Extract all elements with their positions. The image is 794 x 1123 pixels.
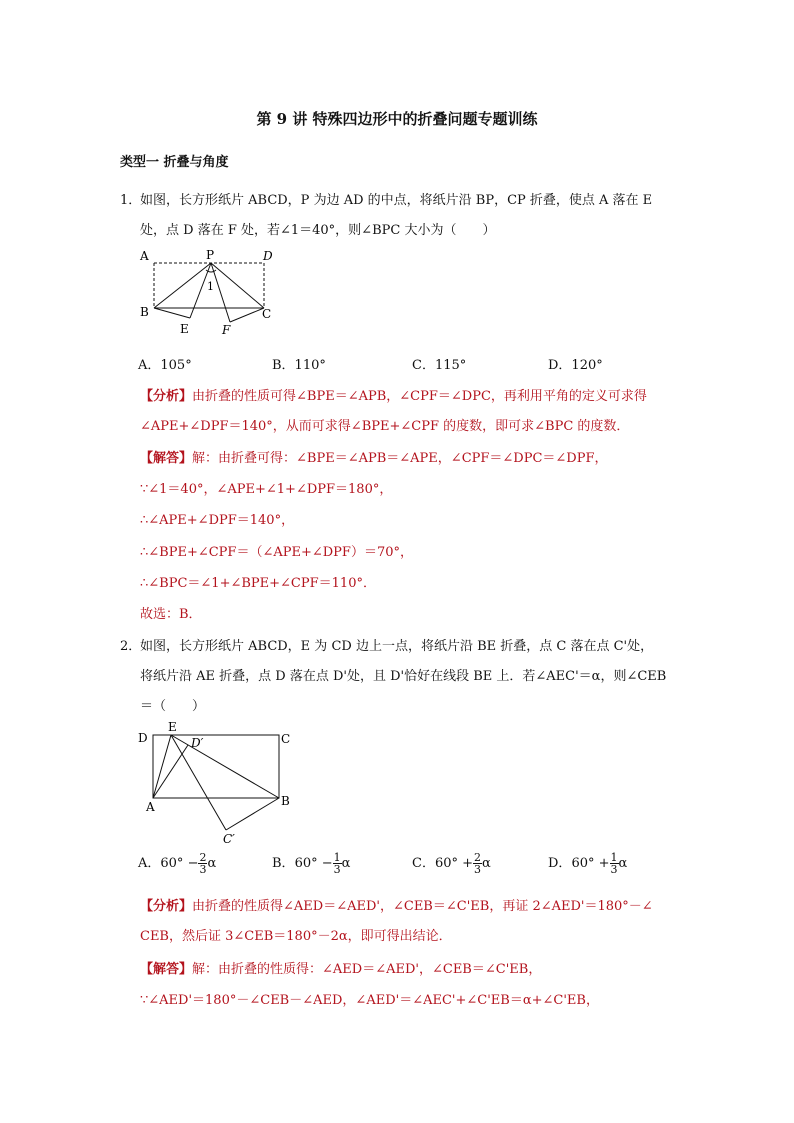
- q1-solution-line1: 【解答】解：由折叠可得：∠BPE＝∠APB＝∠APE，∠CPF＝∠DPC＝∠DPF，: [140, 451, 608, 466]
- q1-analysis-line2: ∠APE+∠DPF＝140°，从而可求得∠BPE+∠CPF 的度数，即可求∠BPC 的度数．: [140, 419, 630, 434]
- fig1-label-a: A: [140, 249, 149, 263]
- question-1-text-line1: 如图，长方形纸片 ABCD，P 为边 AD 的中点，将纸片沿 BP，CP 折叠，使点 A 落在 E: [140, 193, 653, 208]
- fig2-label-cprime: C′: [223, 832, 235, 846]
- q1-option-a: A．105°: [138, 358, 192, 373]
- q2-option-b: B．60° − $\frac{1}{3}$ α: [272, 851, 351, 876]
- fig1-label-d: D: [263, 249, 273, 263]
- page-title: 第 9 讲 特殊四边形中的折叠问题专题训练: [256, 110, 538, 128]
- q2-analysis-line1: 【分析】由折叠的性质得∠AED＝∠AED'，∠CEB＝∠C'EB，再证 2∠AED'＝180°－∠: [140, 899, 653, 914]
- section-heading: 类型一 折叠与角度: [120, 155, 229, 170]
- question-1-text-line2: 处，点 D 落在 F 处，若∠1＝40°，则∠BPC 大小为（ ）: [140, 223, 496, 238]
- fig2-label-d: D: [138, 731, 148, 745]
- fig2-label-a: A: [146, 800, 155, 814]
- q2-solution-line1: 【解答】解：由折叠的性质得：∠AED＝∠AED'，∠CEB＝∠C'EB，: [140, 962, 542, 977]
- fig2-label-e: E: [168, 720, 177, 734]
- fig1-label-e: E: [180, 322, 189, 336]
- fig1-label-f: F: [222, 323, 231, 337]
- question-2-number: 2．: [120, 639, 142, 654]
- fig2-label-dprime: D′: [191, 736, 204, 750]
- q2-solution-line2: ∵∠AED'＝180°－∠CEB－∠AED，∠AED'＝∠AEC'+∠C'EB＝α+∠C'EB，: [140, 993, 599, 1008]
- q1-solution-line2: ∵∠1＝40°，∠APE+∠1+∠DPF＝180°，: [140, 482, 393, 497]
- q1-choice: 故选：B．: [140, 607, 202, 622]
- fig1-label-p: P: [206, 248, 215, 262]
- fig1-label-b: B: [140, 305, 149, 319]
- q2-option-c: C．60° + $\frac{2}{3}$ α: [412, 851, 491, 876]
- fig1-label-one: 1: [207, 280, 214, 293]
- q1-option-b: B．110°: [272, 358, 326, 373]
- q2-analysis-line2: CEB，然后证 3∠CEB＝180°－2α，即可得出结论．: [140, 929, 452, 944]
- question-2-text-line1: 如图，长方形纸片 ABCD，E 为 CD 边上一点，将纸片沿 BE 折叠，点 C 落在点 C'处，: [140, 639, 654, 654]
- question-2-text-line3: ＝（ ）: [140, 699, 206, 714]
- fig2-label-c: C: [281, 732, 291, 746]
- q2-option-a: A．60° − $\frac{2}{3}$ α: [138, 851, 217, 876]
- question-1-number: 1．: [120, 193, 142, 208]
- fig2-label-b: B: [281, 794, 290, 808]
- q1-solution-line4: ∴∠BPE+∠CPF＝（∠APE+∠DPF）＝70°，: [140, 545, 413, 560]
- question-2-figure: [134, 716, 304, 846]
- q1-analysis-line1: 【分析】由折叠的性质可得∠BPE＝∠APB，∠CPF＝∠DPC，再利用平角的定义可求得: [140, 389, 647, 404]
- fig1-label-c: C: [262, 307, 272, 321]
- q1-solution-line5: ∴∠BPC＝∠1+∠BPE+∠CPF＝110°．: [140, 576, 376, 591]
- question-1-figure: [134, 246, 284, 338]
- q1-option-c: C．115°: [412, 358, 467, 373]
- q1-option-d: D．120°: [548, 358, 603, 373]
- q1-solution-line3: ∴∠APE+∠DPF＝140°，: [140, 513, 295, 528]
- question-2-text-line2: 将纸片沿 AE 折叠，点 D 落在点 D'处，且 D'恰好在线段 BE 上．若∠AEC'＝α，则∠CEB: [140, 669, 667, 684]
- q2-option-d: D．60° + $\frac{1}{3}$ α: [548, 851, 628, 876]
